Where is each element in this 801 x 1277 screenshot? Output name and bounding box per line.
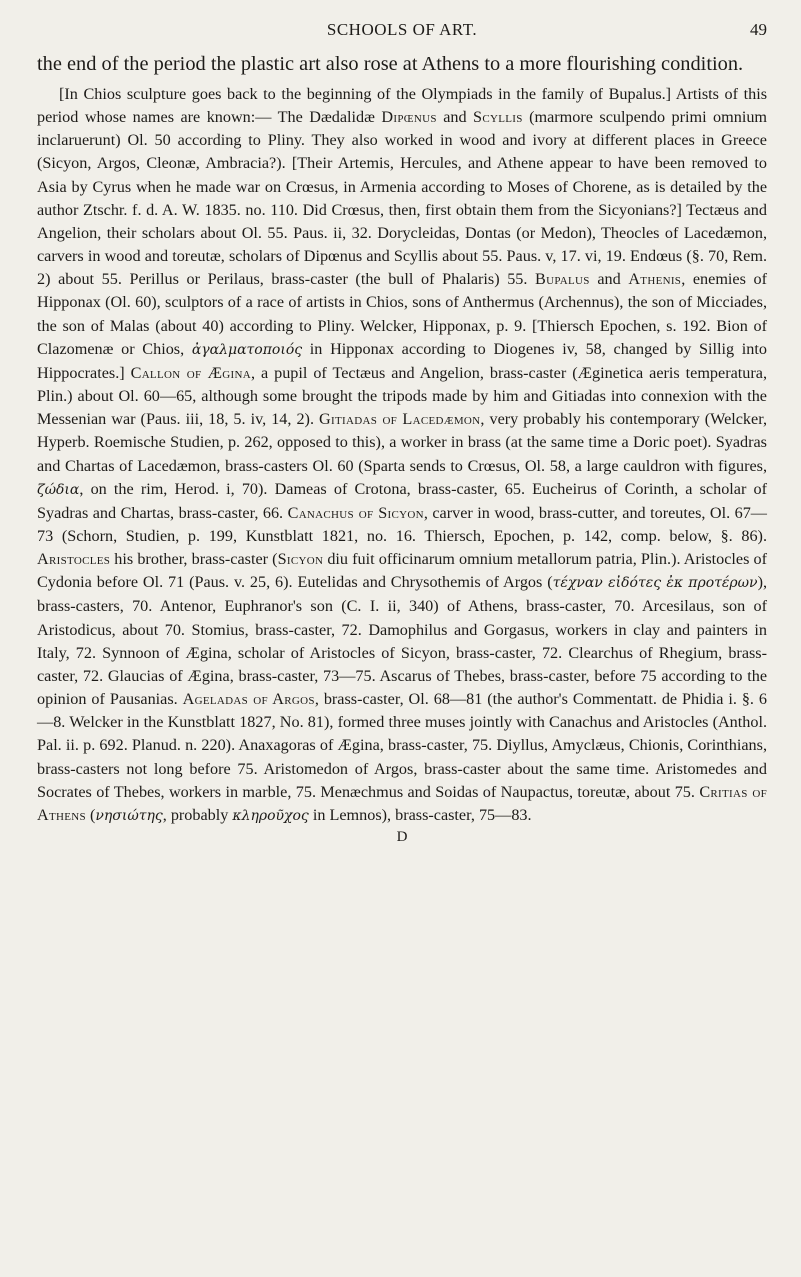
text-run: (marmore sculpendo primi omnium inclaruerunt) Ol. 50 according to Pliny. They also worked in wood and ivory at different places in Greece (Sicyon, Argos, Cleonæ, Ambracia?). [Their Artemis, Hercules, and Athene appear to have been removed to Asia by Cyrus when he made war on Crœsus, in Armenia according to Moses of Chorene, as is detailed by the author Ztschr. f. d. A. W. 1835. no. 110. Did Crœsus, then, first obtain them from the Sicyonians?] Tectæus and Angelion, their scholars about Ol. 55. Paus. ii, 32. Dorycleidas, Dontas (or Medon), Theocles of Lacedæmon, carvers in wood and toreutæ, scholars of Dipœnus and Scyllis about 55. Paus. v, 17. vi, 19. Endœus (§. 70, Rem. 2) about 55. Perillus or Perilaus, brass-caster (the bull of Phalaris) 55.: [37, 108, 768, 289]
signature-mark: D: [396, 829, 408, 845]
text-run: and: [436, 108, 474, 127]
page-number: 49: [750, 20, 767, 39]
artist-name: Ageladas of Argos: [182, 690, 315, 709]
artist-name: Aristocles: [37, 550, 111, 569]
page-header: [37, 0, 767, 52]
place-name: Sicyon: [277, 550, 324, 569]
text-run: , a pupil of Tectæus and Angelion, brass-caster (Æginetica aeris temperatura, Plin.) about Ol. 60—65, although some brought the tripods made by him and Gitiadas into connexion with the Messenian war (Paus. iii, 18, 5. iv, 14, 2).: [37, 363, 767, 429]
text-run: , probably: [162, 805, 233, 824]
text-run: in Hipponax according to Diogenes iv, 58, changed by Sillig into Hippocrates.]: [37, 339, 767, 382]
lead-paragraph: the end of the period the plastic art also rose at Athens to a more flourishing condition.: [37, 53, 744, 75]
artist-name: Critias of Athens: [37, 782, 767, 824]
greek-term: ἀγαλματοποιός: [191, 341, 303, 358]
text-run: [In Chios sculpture goes back to the beginning of the Olympiads in the family of Bupalus.] Artists of this period whose names are known:— The Dædalidæ: [37, 85, 767, 127]
text-run: , on the rim, Herod. i, 70). Dameas of Crotona, brass-caster, 65. Eucheirus of Corinth, a scholar of Syadras and Chartas, brass-caster, 66.: [37, 479, 767, 522]
text-run: (: [85, 805, 96, 824]
greek-term: νησιώτης: [95, 807, 163, 824]
artist-name: Bupalus: [535, 270, 590, 289]
artist-name: Scyllis: [473, 108, 523, 127]
greek-term: ζώδια: [37, 481, 80, 498]
text-run: , brass-caster, Ol. 68—81 (the author's Commentatt. de Phidia i. §. 6—8. Welcker in the Kunstblatt 1827, No. 81), formed three muses jointly with Canachus and Aristocles (Anthol. Pal. ii. p. 692. Planud. n. 220). Anaxagoras of Ægina, brass-caster, 75. Diyllus, Amyclæus, Chionis, Corinthians, brass-casters not long before 75. Aristomedon of Argos, brass-caster about the same time. Aristomedes and Socrates of Thebes, workers in marble, 75. Menæchmus and Soidas of Naupactus, toreutæ, about 75.: [37, 690, 767, 801]
body-paragraph: [37, 83, 767, 828]
text-run: , very probably his contemporary (Welcker, Hyperb. Roemische Studien, p. 262, opposed to this), a worker in brass (at the same time a Doric poet). Syadras and Chartas of Lacedæmon, brass-casters Ol. 60 (Sparta sends to Crœsus, Ol. 58, a large cauldron with figures,: [37, 410, 767, 475]
greek-term: κληροῦχος: [232, 807, 309, 824]
artist-name: Callon of Ægina: [130, 363, 251, 382]
text-run: his brother, brass-caster (: [110, 550, 278, 569]
text-run: in Lemnos), brass-caster, 75—83.: [308, 805, 532, 824]
text-run: , carver in wood, brass-cutter, and toreutes, Ol. 67—73 (Schorn, Studien, p. 199, Kunstblatt 1821, no. 16. Thiersch, Epochen, p. 142, comp. below, §. 86).: [37, 503, 767, 545]
running-head: SCHOOLS OF ART.: [326, 20, 478, 39]
artist-name: Gitiadas of Lacedæmon: [319, 410, 481, 429]
text-run: and: [589, 270, 629, 289]
artist-name: Canachus of Sicyon: [287, 503, 424, 522]
artist-name: Dipœnus: [381, 108, 437, 127]
text-run: , enemies of Hipponax (Ol. 60), sculptors of a race of artists in Chios, sons of Anthermus (Archennus), the son of Micciades, the son of Malas (about 40) according to Pliny. Welcker, Hipponax, p. 9. [Thiersch Epochen, s. 192. Bion of Clazomenæ or Chios,: [37, 270, 767, 358]
greek-term: τέχναν εἰδότες ἐκ προτέρων: [552, 575, 758, 592]
text-run: diu fuit officinarum omnium metallorum patria, Plin.). Aristocles of Cydonia before Ol. 71 (Paus. v. 25, 6). Eutelidas and Chrysothemis of Argos (: [37, 550, 768, 592]
text-run: ), brass-casters, 70. Antenor, Euphranor's son (C. I. ii, 340) of Athens, brass-caster, 70. Arcesilaus, son of Aristodicus, about 70. Stomius, brass-caster, 72. Damophilus and Gorgasus, workers in clay and painters in Italy, 72. Synnoon of Ægina, scholar of Aristocles of Sicyon, brass-caster, 72. Clearchus of Rhegium, brass-caster, 72. Glaucias of Ægina, brass-caster, 73—75. Ascarus of Thebes, brass-caster, before 75 according to the opinion of Pausanias.: [37, 573, 767, 709]
artist-name: Athenis: [628, 270, 682, 289]
